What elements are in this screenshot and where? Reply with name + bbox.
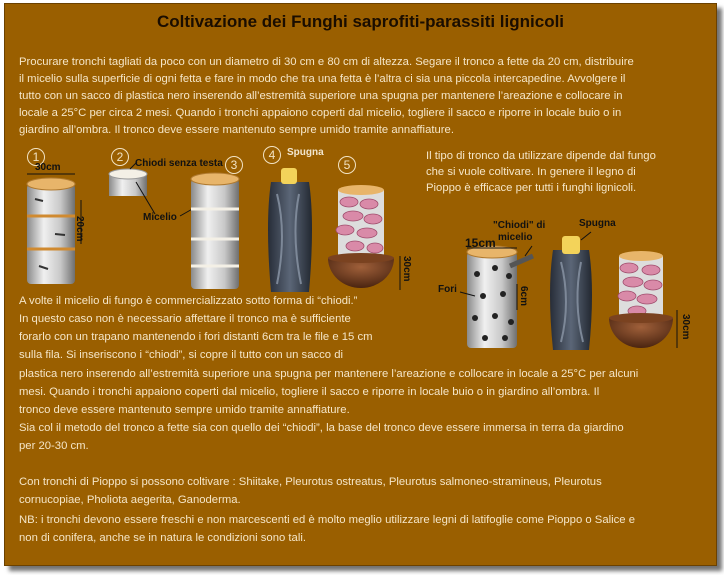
page-title: Coltivazione dei Funghi saprofiti-parassiti lignicoli	[156, 12, 565, 31]
trunk-slice	[109, 169, 147, 196]
mycelium-nails-label: micelio	[498, 232, 533, 243]
body-line: Sia col il metodo del tronco a fette sia con quello dei “chiodi”, la base del tronco deve essere immersa in terra da giardino	[19, 422, 624, 434]
note-line: non di conifera, anche se in natura le condizioni sono tali.	[19, 532, 307, 544]
intro-line: giardino all’ombra. Il tronco deve essere mantenuto sempre umido tramite annaffiature.	[19, 124, 454, 136]
trunk-whole	[27, 178, 75, 284]
note-line: NB: i tronchi devono essere freschi e non marcescenti ed è molto meglio utilizzare legni di latifoglie come Pioppo o Salice e	[19, 514, 636, 526]
species-line: Con tronchi di Pioppo si possono coltivare : Shiitake, Pleurotus ostreatus, Pleurotus salmoneo-stramineus, Pleurotus	[19, 476, 602, 488]
body-line: forarlo con un trapano mantenendo i fori distanti 6cm tra le file e 15 cm	[19, 331, 373, 343]
step-number: 5	[338, 156, 356, 174]
body-line: sulla fila. Si inseriscono i “chiodi”, si copre il tutto con un sacco di	[19, 349, 343, 361]
mycelium-nails-label: "Chiodi" di	[493, 220, 546, 231]
nails-label: Chiodi senza testa	[135, 158, 223, 169]
body-line: plastica nero inserendo all’estremità superiore una spugna per mantenere l’areazione e collocare in locale a 25°C per alcuni	[19, 368, 639, 380]
side-line: che si vuole coltivare. In genere il legno di	[426, 166, 636, 178]
pointer-line	[581, 232, 591, 240]
intro-line: locale a 25°C per circa 2 mesi. Quando i tronchi appaiono coperti dal micelio, togliere il sacco e riporre in locale buio o in	[19, 107, 622, 119]
holes-label: Fori	[438, 284, 457, 295]
sponge-label: Spugna	[579, 218, 616, 229]
mushroom-pot-2	[609, 251, 673, 348]
step-number: 3	[225, 156, 243, 174]
body-line: mesi. Quando i tronchi appaiono coperti dal micelio, togliere il sacco e riporre in locale buio o in giardino all’ombra. Il	[19, 386, 600, 398]
step-number: 2	[111, 148, 129, 166]
body-line: per 20-30 cm.	[19, 440, 89, 452]
step-number: 4	[263, 146, 281, 164]
bagged-trunk-2	[550, 236, 592, 350]
intro-line: tutto con un sacco di plastica nero inserendo all’estremità superiore una spugna per mantenere l’areazione e collocare in	[19, 90, 623, 102]
sponge-label: Spugna	[287, 147, 324, 158]
mycelium-label: Micelio	[143, 212, 177, 223]
info-panel	[4, 3, 717, 566]
height-label: 6cm	[518, 286, 529, 307]
body-line: A volte il micelio di fungo è commercializzato sotto forma di “chiodi.”	[19, 295, 358, 307]
body-line: In questo caso non è necessario affettare il tronco ma è sufficiente	[19, 313, 351, 325]
bagged-trunk	[268, 168, 312, 292]
body-line: tronco deve essere mantenuto sempre umido tramite annaffiature.	[19, 404, 350, 416]
stacked-slices	[191, 173, 239, 289]
height-label: 30cm	[680, 314, 691, 340]
height-label: 20cm	[74, 216, 85, 242]
side-line: Il tipo di tronco da utilizzare dipende dal fungo	[426, 150, 656, 162]
diameter-label: 15cm	[465, 236, 496, 250]
height-label: 30cm	[401, 256, 412, 282]
intro-line: Procurare tronchi tagliati da poco con un diametro di 30 cm e 80 cm di altezza. Segare il tronco a fette da 20 cm, distribuire	[19, 56, 634, 68]
diameter-label: 30cm	[35, 162, 61, 173]
intro-line: il micelio sulla superficie di ogni fetta e fare in modo che tra una fetta è l’altra ci sia una piccola intercapedine. Avvolgere il	[19, 73, 626, 85]
step-number: 1	[27, 148, 45, 166]
mushroom-pot	[328, 185, 394, 288]
side-line: Pioppo è efficace per tutti i funghi lignicoli.	[426, 182, 637, 194]
species-line: cornucopiae, Pholiota aegerita, Ganoderma.	[19, 494, 241, 506]
